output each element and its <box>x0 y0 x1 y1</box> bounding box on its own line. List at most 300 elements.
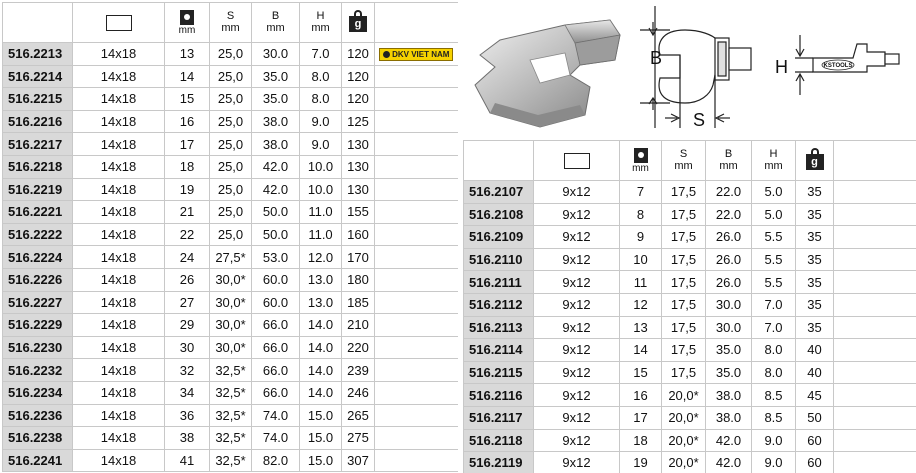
h-dimension-cell: 14.0 <box>300 314 342 337</box>
wrench-size-cell: 9 <box>620 226 662 249</box>
wrench-size-cell: 11 <box>620 271 662 294</box>
h-dimension-cell: 8.0 <box>300 65 342 88</box>
s-dimension-cell: 20,0* <box>662 452 706 473</box>
dimension-b-label: B <box>650 48 663 68</box>
weight-header <box>796 141 834 181</box>
extra-cell <box>834 293 916 316</box>
size-header <box>534 141 620 181</box>
code-header <box>464 141 534 181</box>
drive-size-cell: 14x18 <box>73 43 165 66</box>
part-number-cell: 516.2113 <box>464 316 534 339</box>
table-row <box>3 178 458 201</box>
drive-size-cell: 14x18 <box>73 291 165 314</box>
s-dimension-cell: 30,0* <box>210 291 252 314</box>
drive-size-cell: 14x18 <box>73 381 165 404</box>
table-row <box>464 248 916 271</box>
drive-size-cell: 14x18 <box>73 155 165 178</box>
s-dimension-cell: 25,0 <box>210 43 252 66</box>
wrench-size-cell: 27 <box>165 291 210 314</box>
drive-size-cell: 14x18 <box>73 88 165 111</box>
weight-cell: 170 <box>342 246 375 269</box>
extra-cell <box>834 361 916 384</box>
weight-cell: 60 <box>796 429 834 452</box>
s-dimension-cell: 17,5 <box>662 316 706 339</box>
part-number-cell: 516.2230 <box>3 336 73 359</box>
h-dimension-cell: 5.5 <box>752 226 796 249</box>
weight-cell: 35 <box>796 203 834 226</box>
drive-size-cell: 9x12 <box>534 181 620 204</box>
b-dimension-cell: 42.0 <box>706 429 752 452</box>
drive-size-cell: 9x12 <box>534 361 620 384</box>
weight-cell: 265 <box>342 404 375 427</box>
hex-header: mm <box>620 141 662 181</box>
dimension-diagram <box>635 0 915 135</box>
extra-cell <box>375 43 458 66</box>
part-number-cell: 516.2213 <box>3 43 73 66</box>
wrench-size-cell: 24 <box>165 246 210 269</box>
extra-cell <box>375 133 458 156</box>
part-number-cell: 516.2119 <box>464 452 534 473</box>
h-dimension-cell: 5.0 <box>752 181 796 204</box>
b-dimension-cell: 38.0 <box>706 406 752 429</box>
table-row <box>464 271 916 294</box>
table-row <box>464 203 916 226</box>
b-header: B mm <box>252 3 300 43</box>
extra-cell <box>375 449 458 472</box>
weight-cell: 35 <box>796 316 834 339</box>
part-number-cell: 516.2234 <box>3 381 73 404</box>
h-dimension-cell: 13.0 <box>300 291 342 314</box>
wrench-size-cell: 19 <box>620 452 662 473</box>
wrench-size-cell: 16 <box>165 110 210 133</box>
weight-cell: 40 <box>796 361 834 384</box>
drive-size-cell: 14x18 <box>73 449 165 472</box>
h-dimension-cell: 15.0 <box>300 449 342 472</box>
weight-cell: 160 <box>342 223 375 246</box>
s-dimension-cell: 17,5 <box>662 181 706 204</box>
h-dimension-cell: 15.0 <box>300 404 342 427</box>
h-dimension-cell: 8.0 <box>752 361 796 384</box>
h-dimension-cell: 5.5 <box>752 248 796 271</box>
part-number-cell: 516.2116 <box>464 384 534 407</box>
part-number-cell: 516.2107 <box>464 181 534 204</box>
drive-size-cell: 14x18 <box>73 178 165 201</box>
wrench-size-cell: 18 <box>165 155 210 178</box>
s-dimension-cell: 20,0* <box>662 384 706 407</box>
part-number-cell: 516.2236 <box>3 404 73 427</box>
wrench-size-cell: 15 <box>165 88 210 111</box>
table-row <box>3 88 458 111</box>
drive-size-cell: 9x12 <box>534 316 620 339</box>
wrench-size-cell: 17 <box>620 406 662 429</box>
part-number-cell: 516.2112 <box>464 293 534 316</box>
h-header: H mm <box>300 3 342 43</box>
extra-cell <box>834 316 916 339</box>
h-dimension-cell: 11.0 <box>300 201 342 224</box>
s-dimension-cell: 32,5* <box>210 381 252 404</box>
weight-cell: 120 <box>342 88 375 111</box>
wrench-size-cell: 32 <box>165 359 210 382</box>
b-dimension-cell: 35.0 <box>252 65 300 88</box>
weight-icon: g <box>349 10 367 32</box>
table-row <box>464 293 916 316</box>
extra-cell <box>375 381 458 404</box>
h-dimension-cell: 9.0 <box>752 452 796 473</box>
extra-cell <box>375 178 458 201</box>
extra-cell <box>375 404 458 427</box>
extra-cell <box>375 291 458 314</box>
part-number-cell: 516.2108 <box>464 203 534 226</box>
b-dimension-cell: 38.0 <box>252 133 300 156</box>
extra-cell <box>375 314 458 337</box>
table-row <box>464 429 916 452</box>
svg-text:KSTOOLS: KSTOOLS <box>823 63 853 69</box>
s-dimension-cell: 25,0 <box>210 65 252 88</box>
h-dimension-cell: 13.0 <box>300 268 342 291</box>
extra-cell <box>834 406 916 429</box>
drive-size-cell: 9x12 <box>534 203 620 226</box>
weight-cell: 35 <box>796 293 834 316</box>
table-row <box>3 449 458 472</box>
part-number-cell: 516.2218 <box>3 155 73 178</box>
wrench-size-cell: 26 <box>165 268 210 291</box>
wrench-size-cell: 36 <box>165 404 210 427</box>
extra-cell <box>834 226 916 249</box>
part-number-cell: 516.2229 <box>3 314 73 337</box>
wrench-size-cell: 30 <box>165 336 210 359</box>
weight-cell: 130 <box>342 133 375 156</box>
wrench-size-cell: 10 <box>620 248 662 271</box>
b-dimension-cell: 60.0 <box>252 268 300 291</box>
s-dimension-cell: 17,5 <box>662 203 706 226</box>
b-dimension-cell: 60.0 <box>252 291 300 314</box>
b-dimension-cell: 22.0 <box>706 203 752 226</box>
weight-cell: 40 <box>796 339 834 362</box>
drive-size-cell: 9x12 <box>534 452 620 473</box>
weight-cell: 60 <box>796 452 834 473</box>
table-row <box>3 110 458 133</box>
weight-cell: 220 <box>342 336 375 359</box>
dkv-badge <box>379 48 453 61</box>
b-dimension-cell: 42.0 <box>706 452 752 473</box>
part-number-cell: 516.2226 <box>3 268 73 291</box>
b-header: B mm <box>706 141 752 181</box>
s-dimension-cell: 32,5* <box>210 427 252 450</box>
weight-cell: 185 <box>342 291 375 314</box>
wrench-size-cell: 12 <box>620 293 662 316</box>
right-spec-table <box>463 140 916 473</box>
open-end-wrench-insert-image <box>470 5 640 130</box>
b-dimension-cell: 50.0 <box>252 223 300 246</box>
table-row <box>464 452 916 473</box>
h-dimension-cell: 5.0 <box>752 203 796 226</box>
h-dimension-cell: 15.0 <box>300 427 342 450</box>
part-number-cell: 516.2215 <box>3 88 73 111</box>
wrench-size-cell: 29 <box>165 314 210 337</box>
table-row <box>3 223 458 246</box>
drive-size-cell: 14x18 <box>73 268 165 291</box>
extra-cell <box>834 271 916 294</box>
weight-cell: 35 <box>796 226 834 249</box>
weight-cell: 125 <box>342 110 375 133</box>
dimension-h-label: H <box>775 57 788 77</box>
h-dimension-cell: 11.0 <box>300 223 342 246</box>
extra-header <box>834 141 916 181</box>
table-row <box>3 268 458 291</box>
table-row <box>3 427 458 450</box>
b-dimension-cell: 30.0 <box>706 293 752 316</box>
drive-size-cell: 14x18 <box>73 427 165 450</box>
drive-size-cell: 14x18 <box>73 359 165 382</box>
kstools-logo <box>822 60 854 70</box>
drive-size-cell: 14x18 <box>73 223 165 246</box>
b-dimension-cell: 26.0 <box>706 226 752 249</box>
b-dimension-cell: 53.0 <box>252 246 300 269</box>
s-dimension-cell: 25,0 <box>210 201 252 224</box>
part-number-cell: 516.2109 <box>464 226 534 249</box>
part-number-cell: 516.2224 <box>3 246 73 269</box>
weight-cell: 180 <box>342 268 375 291</box>
wrench-size-cell: 34 <box>165 381 210 404</box>
wrench-size-cell: 16 <box>620 384 662 407</box>
part-number-cell: 516.2232 <box>3 359 73 382</box>
h-dimension-cell: 9.0 <box>300 110 342 133</box>
wrench-size-cell: 13 <box>620 316 662 339</box>
s-dimension-cell: 17,5 <box>662 361 706 384</box>
b-dimension-cell: 35.0 <box>706 339 752 362</box>
b-dimension-cell: 66.0 <box>252 314 300 337</box>
code-header <box>3 3 73 43</box>
table-row <box>464 339 916 362</box>
h-dimension-cell: 14.0 <box>300 381 342 404</box>
drive-size-cell: 9x12 <box>534 429 620 452</box>
weight-icon: g <box>806 148 824 170</box>
part-number-cell: 516.2117 <box>464 406 534 429</box>
s-dimension-cell: 20,0* <box>662 429 706 452</box>
extra-cell <box>375 427 458 450</box>
s-dimension-cell: 17,5 <box>662 339 706 362</box>
extra-cell <box>834 203 916 226</box>
s-dimension-cell: 25,0 <box>210 133 252 156</box>
table-row <box>3 155 458 178</box>
b-dimension-cell: 74.0 <box>252 404 300 427</box>
part-number-cell: 516.2118 <box>464 429 534 452</box>
drive-size-cell: 9x12 <box>534 248 620 271</box>
part-number-cell: 516.2227 <box>3 291 73 314</box>
extra-cell <box>834 429 916 452</box>
table-row <box>464 384 916 407</box>
weight-cell: 130 <box>342 178 375 201</box>
part-number-cell: 516.2222 <box>3 223 73 246</box>
weight-cell: 239 <box>342 359 375 382</box>
h-dimension-cell: 7.0 <box>300 43 342 66</box>
drive-size-cell: 9x12 <box>534 339 620 362</box>
extra-cell <box>375 65 458 88</box>
wrench-size-cell: 41 <box>165 449 210 472</box>
wrench-size-cell: 8 <box>620 203 662 226</box>
part-number-cell: 516.2219 <box>3 178 73 201</box>
s-dimension-cell: 30,0* <box>210 314 252 337</box>
h-dimension-cell: 8.5 <box>752 384 796 407</box>
table-row <box>464 406 916 429</box>
extra-cell <box>375 246 458 269</box>
s-dimension-cell: 17,5 <box>662 226 706 249</box>
part-number-cell: 516.2216 <box>3 110 73 133</box>
wrench-size-icon <box>180 10 194 25</box>
badge-logo-icon <box>383 51 390 58</box>
s-dimension-cell: 25,0 <box>210 155 252 178</box>
dimension-s-label: S <box>693 110 706 130</box>
wrench-size-cell: 21 <box>165 201 210 224</box>
extra-cell <box>834 452 916 473</box>
s-dimension-cell: 25,0 <box>210 178 252 201</box>
s-dimension-cell: 20,0* <box>662 406 706 429</box>
extra-cell <box>834 181 916 204</box>
drive-size-cell: 14x18 <box>73 65 165 88</box>
table-row <box>464 181 916 204</box>
hex-header: mm <box>165 3 210 43</box>
table-row <box>3 133 458 156</box>
b-dimension-cell: 35.0 <box>706 361 752 384</box>
part-number-cell: 516.2238 <box>3 427 73 450</box>
extra-cell <box>375 359 458 382</box>
extra-cell <box>834 339 916 362</box>
drive-size-cell: 14x18 <box>73 133 165 156</box>
drive-size-cell: 14x18 <box>73 336 165 359</box>
b-dimension-cell: 82.0 <box>252 449 300 472</box>
h-dimension-cell: 14.0 <box>300 359 342 382</box>
drive-size-cell: 9x12 <box>534 406 620 429</box>
s-dimension-cell: 27,5* <box>210 246 252 269</box>
b-dimension-cell: 35.0 <box>252 88 300 111</box>
b-dimension-cell: 66.0 <box>252 359 300 382</box>
s-header: S mm <box>662 141 706 181</box>
wrench-size-cell: 18 <box>620 429 662 452</box>
wrench-size-cell: 7 <box>620 181 662 204</box>
wrench-size-cell: 15 <box>620 361 662 384</box>
extra-cell <box>834 384 916 407</box>
h-dimension-cell: 12.0 <box>300 246 342 269</box>
table-row <box>3 381 458 404</box>
weight-header <box>342 3 375 43</box>
drive-size-cell: 14x18 <box>73 246 165 269</box>
extra-header <box>375 3 458 43</box>
h-dimension-cell: 10.0 <box>300 155 342 178</box>
s-dimension-cell: 32,5* <box>210 359 252 382</box>
part-number-cell: 516.2217 <box>3 133 73 156</box>
drive-size-cell: 9x12 <box>534 226 620 249</box>
part-number-cell: 516.2114 <box>464 339 534 362</box>
table-row <box>464 361 916 384</box>
weight-cell: 50 <box>796 406 834 429</box>
drive-size-cell: 9x12 <box>534 384 620 407</box>
part-number-cell: 516.2115 <box>464 361 534 384</box>
table-row <box>3 246 458 269</box>
table-row <box>464 226 916 249</box>
drive-size-cell: 14x18 <box>73 110 165 133</box>
wrench-size-cell: 17 <box>165 133 210 156</box>
table-header-row <box>3 3 458 43</box>
extra-cell <box>375 336 458 359</box>
wrench-size-icon <box>634 148 648 163</box>
h-dimension-cell: 7.0 <box>752 316 796 339</box>
extra-cell <box>375 223 458 246</box>
extra-cell <box>834 248 916 271</box>
h-dimension-cell: 5.5 <box>752 271 796 294</box>
weight-cell: 45 <box>796 384 834 407</box>
weight-cell: 210 <box>342 314 375 337</box>
b-dimension-cell: 42.0 <box>252 178 300 201</box>
b-dimension-cell: 26.0 <box>706 271 752 294</box>
drive-size-cell: 14x18 <box>73 201 165 224</box>
table-row <box>3 404 458 427</box>
table-header-row <box>464 141 916 181</box>
s-header: S mm <box>210 3 252 43</box>
b-dimension-cell: 30.0 <box>252 43 300 66</box>
b-dimension-cell: 66.0 <box>252 336 300 359</box>
b-dimension-cell: 38.0 <box>706 384 752 407</box>
table-row <box>3 65 458 88</box>
h-dimension-cell: 8.0 <box>300 88 342 111</box>
wrench-size-cell: 38 <box>165 427 210 450</box>
table-row <box>3 201 458 224</box>
b-dimension-cell: 30.0 <box>706 316 752 339</box>
weight-cell: 307 <box>342 449 375 472</box>
h-header: H mm <box>752 141 796 181</box>
b-dimension-cell: 74.0 <box>252 427 300 450</box>
weight-cell: 35 <box>796 271 834 294</box>
s-dimension-cell: 17,5 <box>662 271 706 294</box>
s-dimension-cell: 30,0* <box>210 336 252 359</box>
s-dimension-cell: 17,5 <box>662 293 706 316</box>
left-spec-table <box>2 2 458 472</box>
part-number-cell: 516.2111 <box>464 271 534 294</box>
drive-size-cell: 14x18 <box>73 314 165 337</box>
extra-cell <box>375 268 458 291</box>
table-row <box>3 314 458 337</box>
s-dimension-cell: 25,0 <box>210 110 252 133</box>
h-dimension-cell: 8.5 <box>752 406 796 429</box>
table-row <box>3 291 458 314</box>
b-dimension-cell: 42.0 <box>252 155 300 178</box>
table-row <box>464 316 916 339</box>
wrench-size-cell: 19 <box>165 178 210 201</box>
b-dimension-cell: 22.0 <box>706 181 752 204</box>
part-number-cell: 516.2110 <box>464 248 534 271</box>
extra-cell <box>375 201 458 224</box>
square-drive-icon <box>106 15 132 31</box>
extra-cell <box>375 88 458 111</box>
s-dimension-cell: 25,0 <box>210 88 252 111</box>
b-dimension-cell: 66.0 <box>252 381 300 404</box>
weight-cell: 130 <box>342 155 375 178</box>
square-drive-icon <box>564 153 590 169</box>
h-dimension-cell: 10.0 <box>300 178 342 201</box>
s-dimension-cell: 32,5* <box>210 449 252 472</box>
table-row <box>3 336 458 359</box>
weight-cell: 275 <box>342 427 375 450</box>
b-dimension-cell: 50.0 <box>252 201 300 224</box>
size-header <box>73 3 165 43</box>
weight-cell: 35 <box>796 181 834 204</box>
wrench-size-cell: 14 <box>165 65 210 88</box>
table-row <box>3 359 458 382</box>
wrench-size-cell: 13 <box>165 43 210 66</box>
h-dimension-cell: 14.0 <box>300 336 342 359</box>
table-row <box>3 43 458 66</box>
part-number-cell: 516.2241 <box>3 449 73 472</box>
weight-cell: 120 <box>342 43 375 66</box>
